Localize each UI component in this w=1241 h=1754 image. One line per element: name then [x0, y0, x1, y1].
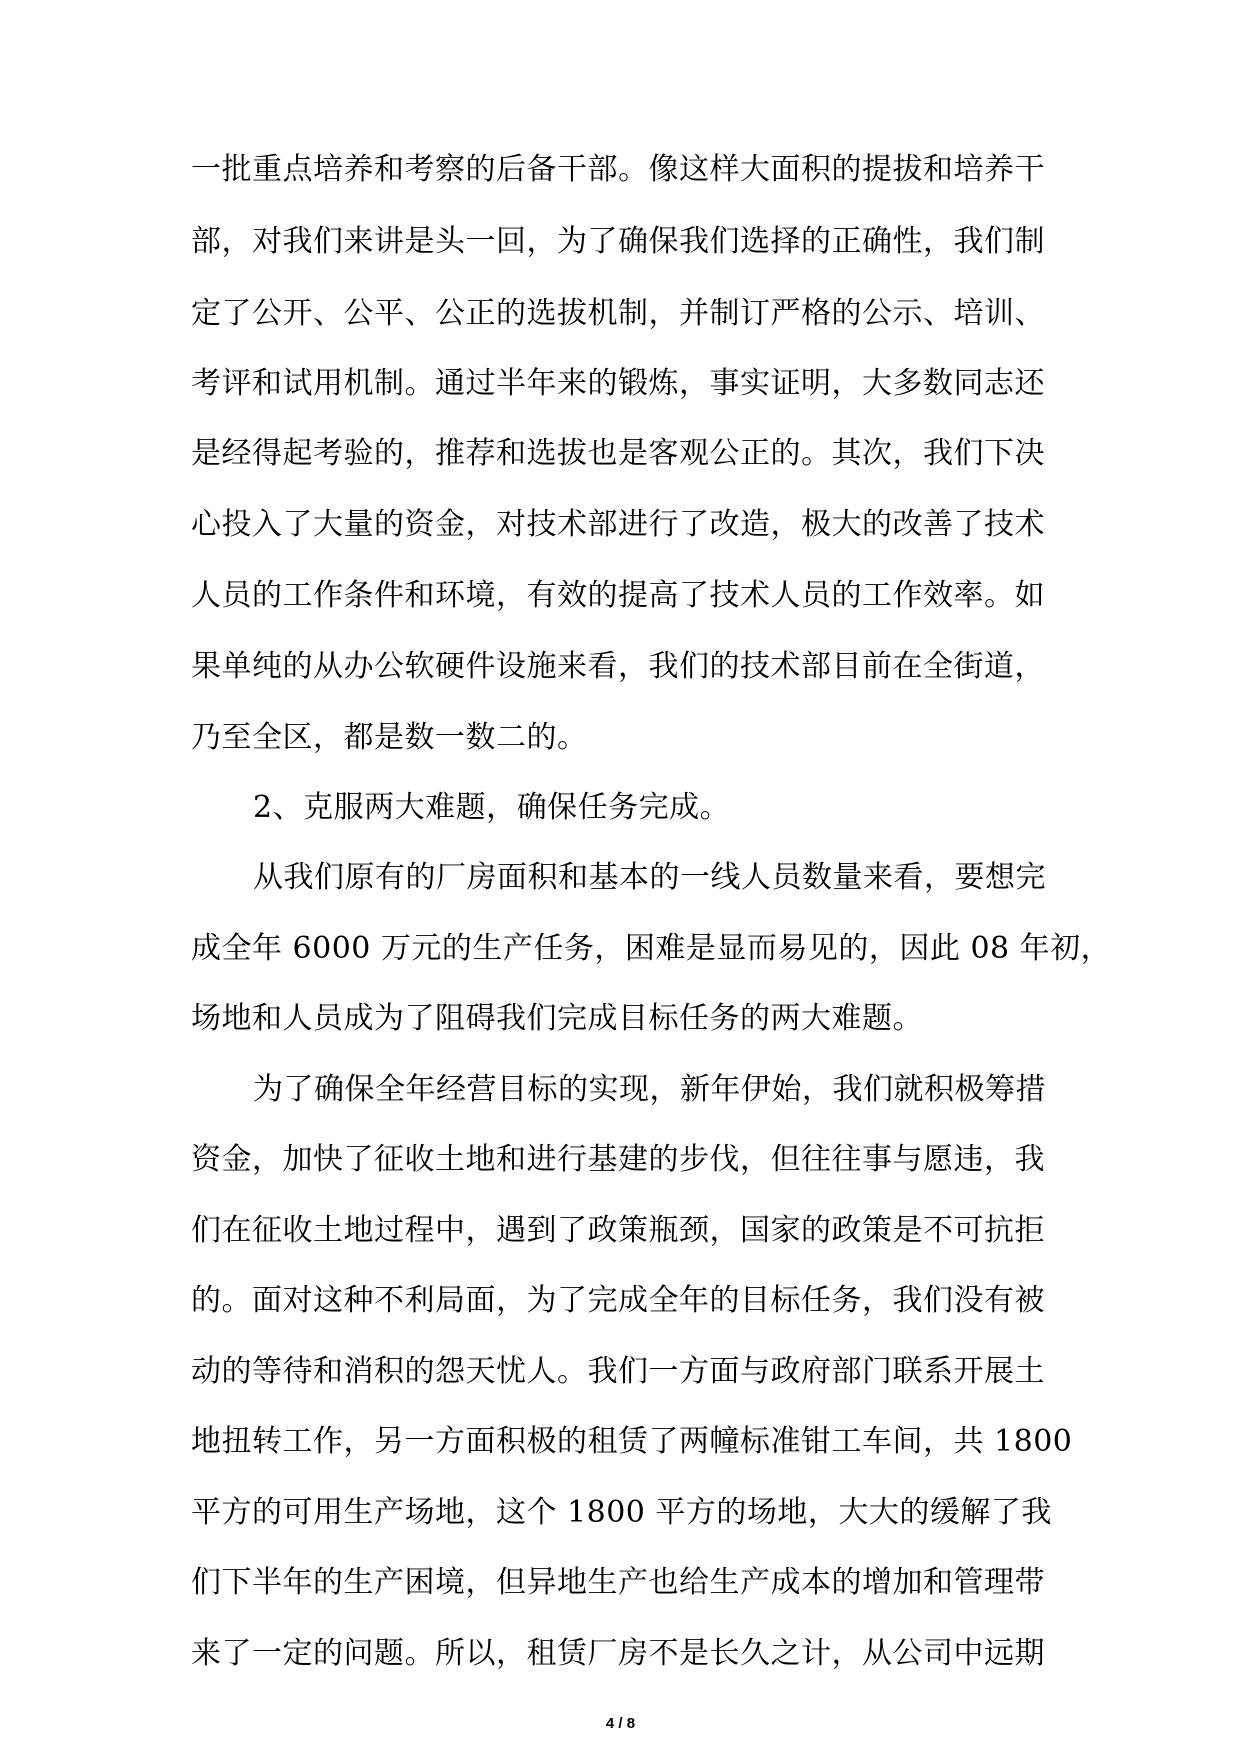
text-line: 心投入了大量的资金，对技术部进行了改造，极大的改善了技术 [191, 507, 1045, 542]
section-heading: 2、克服两大难题，确保任务完成。 [253, 790, 731, 825]
text-line: 资金，加快了征收土地和进行基建的步伐，但往往事与愿违，我 [191, 1142, 1045, 1177]
text-line: 们在征收土地过程中，遇到了政策瓶颈，国家的政策是不可抗拒 [191, 1213, 1045, 1248]
text-line: 来了一定的问题。所以，租赁厂房不是长久之计，从公司中远期 [191, 1636, 1045, 1671]
page-number: 4 / 8 [605, 1715, 636, 1732]
text-line: 一批重点培养和考察的后备干部。像这样大面积的提拔和培养干 [191, 152, 1045, 187]
text-line: 从我们原有的厂房面积和基本的一线人员数量来看，要想完 [253, 860, 1046, 895]
text-line: 乃至全区，都是数一数二的。 [191, 720, 588, 755]
text-line: 平方的可用生产场地，这个 1800 平方的场地，大大的缓解了我 [191, 1495, 1052, 1530]
text-line: 部，对我们来讲是头一回，为了确保我们选择的正确性，我们制 [191, 224, 1045, 259]
text-line: 为了确保全年经营目标的实现，新年伊始，我们就积极筹措 [253, 1072, 1046, 1107]
text-line: 们下半年的生产困境，但异地生产也给生产成本的增加和管理带 [191, 1565, 1045, 1600]
text-line: 成全年 6000 万元的生产任务，困难是显而易见的，因此 08 年初， [191, 931, 1112, 966]
text-line: 是经得起考验的，推荐和选拔也是客观公正的。其次，我们下决 [191, 436, 1045, 471]
text-line: 动的等待和消积的怨天忧人。我们一方面与政府部门联系开展土 [191, 1354, 1045, 1389]
text-line: 果单纯的从办公软硬件设施来看，我们的技术部目前在全街道， [191, 649, 1045, 684]
text-line: 人员的工作条件和环境，有效的提高了技术人员的工作效率。如 [191, 578, 1045, 613]
text-line: 的。面对这种不利局面，为了完成全年的目标任务，我们没有被 [191, 1283, 1045, 1318]
text-line: 场地和人员成为了阻碍我们完成目标任务的两大难题。 [191, 1001, 923, 1036]
text-line: 定了公开、公平、公正的选拔机制，并制订严格的公示、培训、 [191, 296, 1045, 331]
text-line: 考评和试用机制。通过半年来的锻炼，事实证明，大多数同志还 [191, 366, 1045, 401]
text-line: 地扭转工作，另一方面积极的租赁了两幢标准钳工车间，共 1800 [191, 1424, 1073, 1459]
